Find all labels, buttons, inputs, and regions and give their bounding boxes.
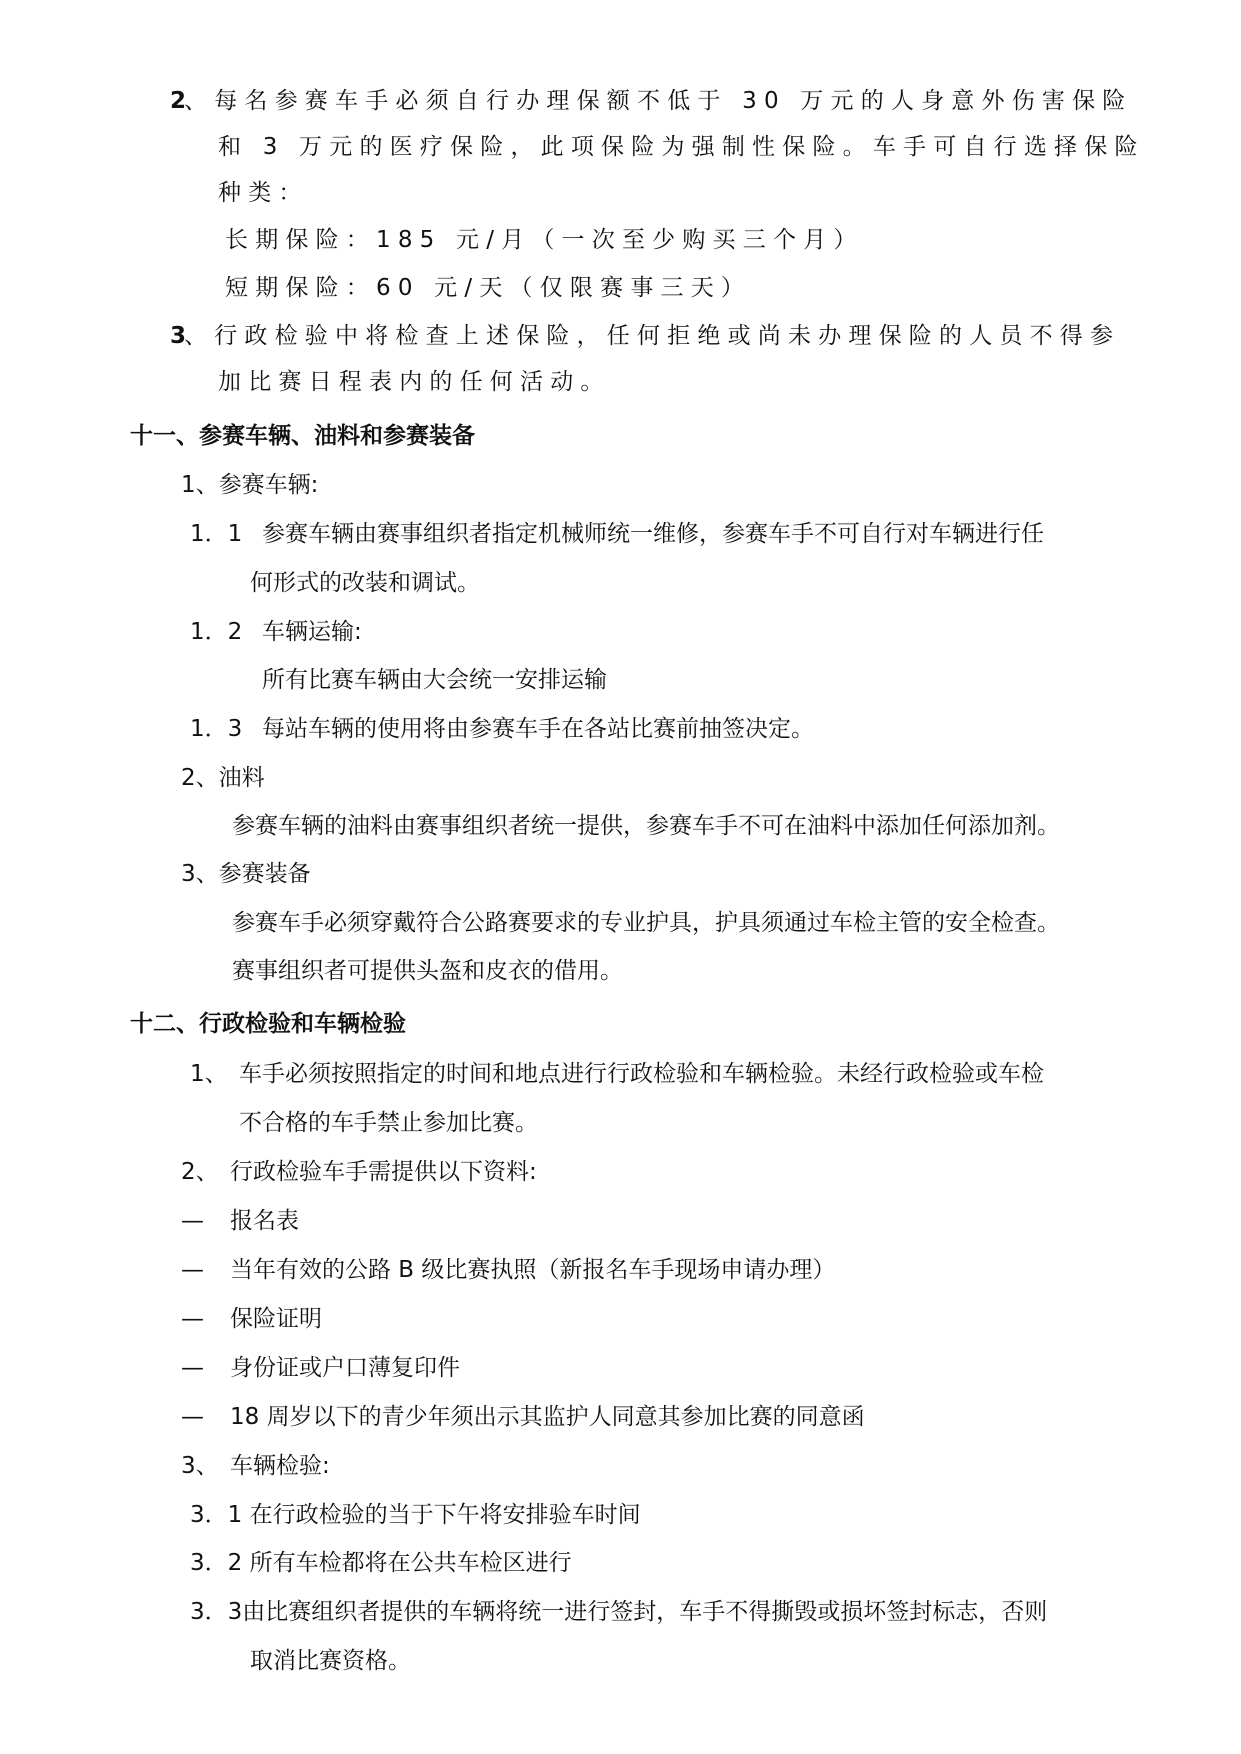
paragraph-line: 加比赛日程表内的任何活动。 <box>218 369 611 395</box>
paragraph-line: 种类： <box>218 180 309 206</box>
item-number: 3 <box>170 323 187 349</box>
short-term-insurance: 短期保险：60 元/天（仅限赛事三天） <box>225 275 752 301</box>
clause-number: 1．2 <box>190 619 243 645</box>
list-item-text: 当年有效的公路 B 级比赛执照（新报名车手现场申请办理） <box>230 1257 836 1283</box>
paragraph-line: 所有比赛车辆由大会统一安排运输 <box>262 667 607 693</box>
item-number: 2、 <box>181 1159 219 1185</box>
paragraph-line: 参赛车辆由赛事组织者指定机械师统一维修，参赛车手不可自行对车辆进行任 <box>262 521 1044 547</box>
dash-marker: — <box>181 1208 204 1234</box>
paragraph-line: 和 3 万元的医疗保险，此项保险为强制性保险。车手可自行选择保险 <box>218 134 1145 160</box>
clause-title: 车辆运输: <box>262 619 362 645</box>
subsection-title: 1、参赛车辆: <box>181 472 319 498</box>
item-number: 3、 <box>181 1453 219 1479</box>
dash-marker: — <box>181 1404 204 1430</box>
paragraph-line: 不合格的车手禁止参加比赛。 <box>239 1110 538 1136</box>
section-heading: 十二、行政检验和车辆检验 <box>130 1011 406 1037</box>
paragraph-line: 车手必须按照指定的时间和地点进行行政检验和车辆检验。未经行政检验或车检 <box>239 1061 1044 1087</box>
clause-number: 1．1 <box>190 521 243 547</box>
subsection-title: 3、参赛装备 <box>181 861 311 887</box>
clause-line: 3．2 所有车检都将在公共车检区进行 <box>190 1550 572 1576</box>
paragraph-line: 、每名参赛车手必须自行办理保额不低于 30 万元的人身意外伤害保险 <box>184 88 1133 114</box>
paragraph-line: 赛事组织者可提供头盔和皮衣的借用。 <box>232 958 623 984</box>
paragraph-line: 参赛车手必须穿戴符合公路赛要求的专业护具，护具须通过车检主管的安全检查。 <box>232 910 1060 936</box>
dash-marker: — <box>181 1306 204 1332</box>
paragraph-line: 何形式的改装和调试。 <box>250 570 480 596</box>
item-number: 2 <box>170 88 187 114</box>
list-item-text: 保险证明 <box>230 1306 322 1332</box>
paragraph-line: 、行政检验中将检查上述保险，任何拒绝或尚未办理保险的人员不得参 <box>184 323 1121 349</box>
clause-line: 3．3由比赛组织者提供的车辆将统一进行签封，车手不得撕毁或损坏签封标志，否则 <box>190 1599 1048 1625</box>
list-item-text: 18 周岁以下的青少年须出示其监护人同意其参加比赛的同意函 <box>230 1404 865 1430</box>
paragraph-line: 车辆检验: <box>230 1453 330 1479</box>
clause-line: 3．1 在行政检验的当于下午将安排验车时间 <box>190 1502 641 1528</box>
paragraph-line: 取消比赛资格。 <box>250 1648 411 1674</box>
long-term-insurance: 长期保险：185 元/月（一次至少购买三个月） <box>225 227 864 253</box>
paragraph-line: 参赛车辆的油料由赛事组织者统一提供，参赛车手不可在油料中添加任何添加剂。 <box>232 813 1060 839</box>
list-item-text: 身份证或户口薄复印件 <box>230 1355 460 1381</box>
dash-marker: — <box>181 1355 204 1381</box>
list-item-text: 报名表 <box>230 1208 299 1234</box>
section-heading: 十一、参赛车辆、油料和参赛装备 <box>130 423 475 449</box>
clause-number: 1．3 <box>190 716 243 742</box>
item-number: 1、 <box>190 1061 228 1087</box>
subsection-title: 2、油料 <box>181 765 265 791</box>
paragraph-line: 行政检验车手需提供以下资料: <box>230 1159 537 1185</box>
paragraph-line: 每站车辆的使用将由参赛车手在各站比赛前抽签决定。 <box>262 716 814 742</box>
dash-marker: — <box>181 1257 204 1283</box>
